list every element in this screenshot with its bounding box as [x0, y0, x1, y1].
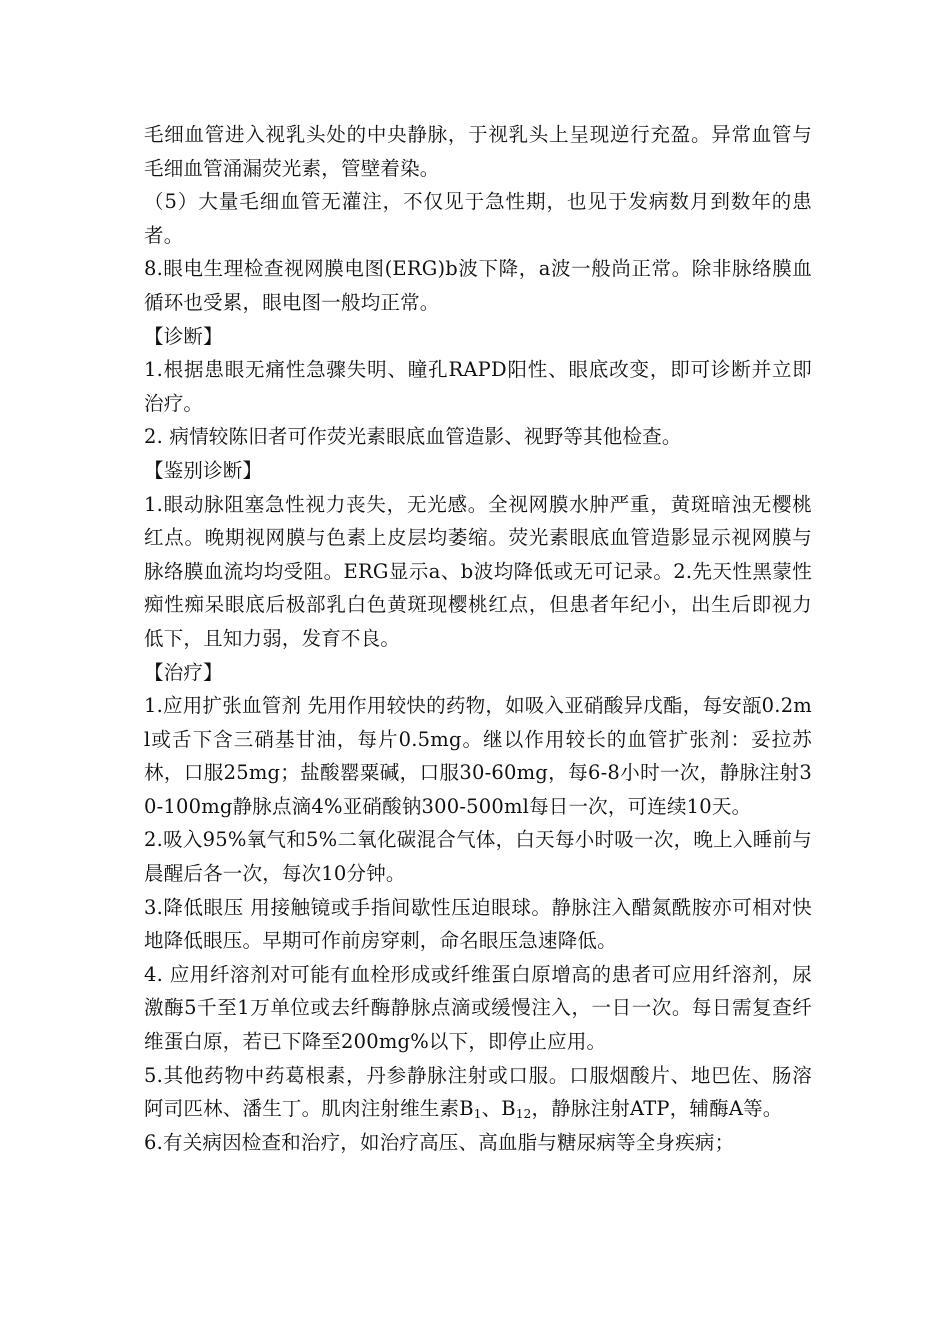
section-heading-diagnosis: 【诊断】 — [144, 324, 223, 348]
paragraph-diagnosis-2: 2. 病情较陈旧者可作荧光素眼底血管造影、视野等其他检查。 — [144, 425, 682, 449]
document-body — [144, 118, 812, 1159]
subscript-12: 12 — [515, 1107, 532, 1122]
paragraph-treatment-3: 3.降低眼压 用接触镜或手指间歇性压迫眼球。静脉注入醋氮酰胺亦可相对快地降低眼压。早期可作前房穿刺，命名眼压急速降低。 — [144, 895, 812, 953]
paragraph-capillary-filling: 毛细血管进入视乳头处的中央静脉，于视乳头上呈现逆行充盈。异常血管与毛细血管涌漏荧光素，管壁着染。 — [144, 123, 812, 180]
paragraph-item-5: （5）大量毛细血管无灌注，不仅见于急性期，也见于发病数月到数年的患者。 — [144, 190, 812, 247]
paragraph-treatment-6: 6.有关病因检查和治疗，如治疗高压、高血脂与糖尿病等全身疾病； — [144, 1130, 735, 1154]
paragraph-diagnosis-1: 1.根据患眼无痛性急骤失明、瞳孔RAPD阳性、眼底改变，即可诊断并立即治疗。 — [144, 358, 812, 415]
paragraph-treatment-1: 1.应用扩张血管剂 先用作用较快的药物，如吸入亚硝酸异戊酯，每安瓿0.2ml或舌下含三硝基甘油，每片0.5mg。继以作用较长的血管扩张剂：妥拉苏林，口服25mg；盐酸罂粟碱，口服30-60mg，每6-8小时一次，静脉注射30-100mg静脉点滴4%亚硝酸钠300-500ml每日一次，可连续10天。 — [144, 694, 812, 818]
paragraph-differential: 1.眼动脉阻塞急性视力丧失，无光感。全视网膜水肿严重，黄斑暗浊无樱桃红点。晚期视网膜与色素上皮层均萎缩。荧光素眼底血管造影显示视网膜与脉络膜血流均均受阻。ERG显示a、b波均降低或无可记录。2.先天性黑蒙性痴性痴呆眼底后极部乳白色黄斑现樱桃红点，但患者年纪小，出生后即视力低下，且知力弱，发育不良。 — [144, 492, 812, 650]
paragraph-treatment-5 — [144, 1059, 812, 1126]
paragraph-treatment-4: 4. 应用纤溶剂对可能有血栓形成或纤维蛋白原增高的患者可应用纤溶剂，尿激酶5千至1万单位或去纤酶静脉点滴或缓慢注入，一日一次。每日需复查纤维蛋白原，若已下降至200mg%以下，即停止应用。 — [144, 962, 812, 1054]
subscript-1: 1 — [473, 1107, 482, 1122]
paragraph-treatment-2: 2.吸入95%氧气和5%二氧化碳混合气体，白天每小时吸一次，晚上入睡前与晨醒后各一次，每次10分钟。 — [144, 828, 812, 886]
paragraph-item-8-electrophysiology: 8.眼电生理检查视网膜电图(ERG)b波下降，a波一般尚正常。除非脉络膜血循环也受累，眼电图一般均正常。 — [144, 257, 812, 314]
treatment-5-text-before: 5.其他药物中药葛根素，丹参静脉注射或口服。口服烟酸片、地巴佐、肠溶阿司匹林、潘生丁。肌肉注射维生素B — [144, 1063, 812, 1121]
section-heading-differential-diagnosis: 【鉴别诊断】 — [144, 458, 263, 482]
treatment-5-text-after: ，静脉注射ATP，辅酶A等。 — [531, 1097, 783, 1121]
section-heading-treatment: 【治疗】 — [144, 660, 223, 684]
treatment-5-text-mid: 、B — [481, 1097, 516, 1121]
